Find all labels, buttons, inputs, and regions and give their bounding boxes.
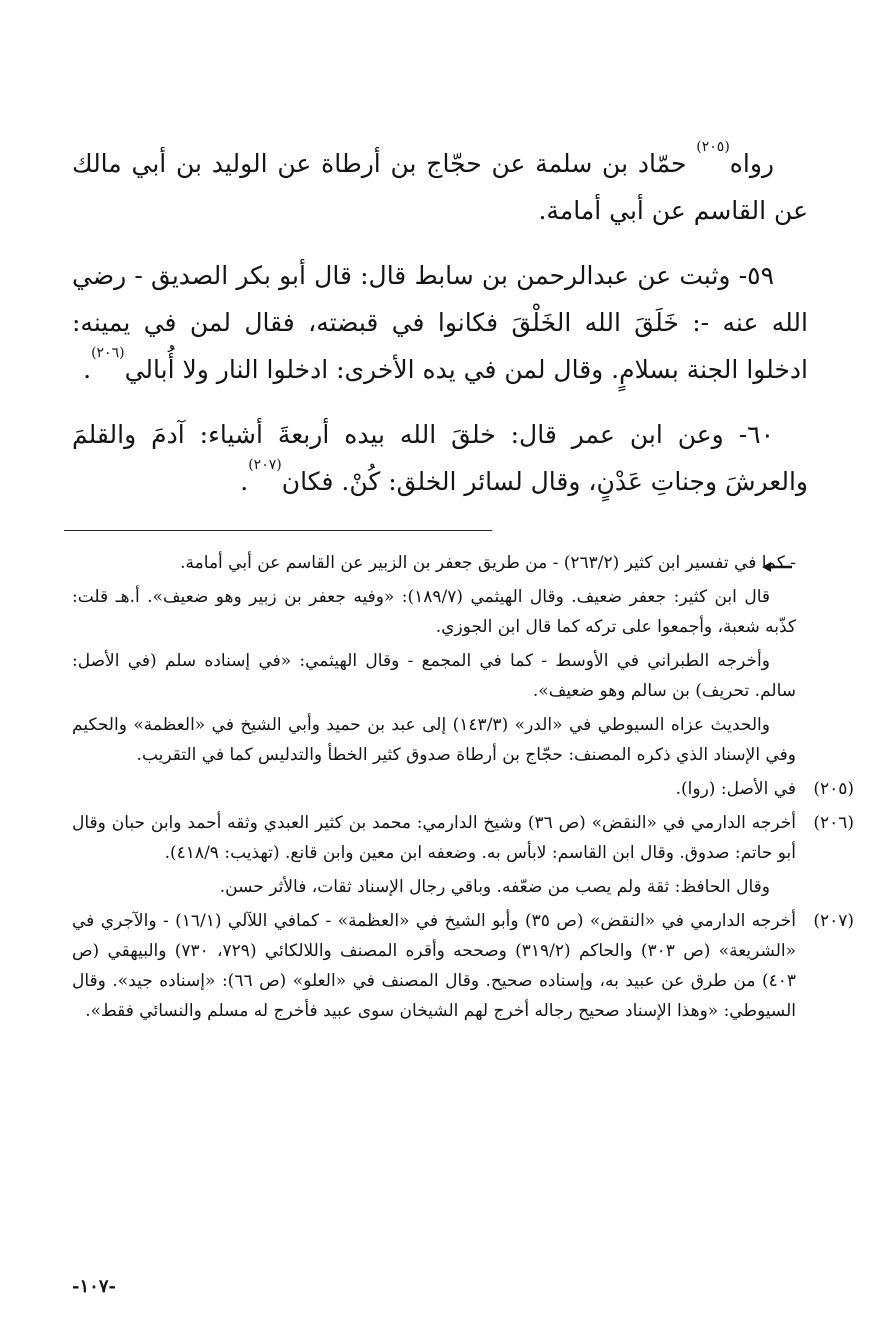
main-text xyxy=(72,140,808,523)
paragraph-60 xyxy=(72,411,808,505)
footnote-continuation: والحديث عزاه السيوطي في «الدر» (١٤٣/٣) إلى عبد بن حميد وأبي الشيخ في «العظمة» والحكيم وفي الإسناد الذي ذكره المصنف: حجّاج بن أرطاة صدوق كثير الخطأ والتدليس كما في التقريب. xyxy=(72,715,796,765)
paragraph-text: ٥٩- وثبت عن عبدالرحمن بن سابط قال: قال أبو بكر الصديق - رضي الله عنه -: خَلَقَ الله الخَلْقَ فكانوا في قبضته، فقال لمن في يمينه: ادخلوا الجنة بسلامٍ. وقال لمن في يده الأخرى: ادخلوا النار ولا أُبالي xyxy=(72,261,808,384)
footnote-subtext: وقال الحافظ: ثقة ولم يصب من ضعّفه. وباقي رجال الإسناد ثقات، فالأثر حسن. xyxy=(219,877,770,897)
footnote-206 xyxy=(72,808,854,902)
footnote-205 xyxy=(72,774,854,804)
footnote-ref-207: (٢٠٧) xyxy=(248,457,282,473)
footnote-text: في الأصل: (روا). xyxy=(675,779,796,799)
footnotes xyxy=(72,548,854,1030)
paragraph-text: حمّاد بن سلمة عن حجّاج بن أرطاة عن الوليد بن أبي مالك عن القاسم عن أبي أمامة. xyxy=(72,149,808,225)
footnote-207 xyxy=(72,906,854,1026)
footnote-continuation: قال ابن كثير: جعفر ضعيف. وقال الهيثمي (١٨٩/٧): «وفيه جعفر بن زبير وهو ضعيف». أ.هـ قلت: كذّبه شعبة، وأجمعوا على تركه كما قال ابن الجوزي. xyxy=(72,587,796,637)
footnote-continuation: وأخرجه الطبراني في الأوسط - كما في المجمع - وقال الهيثمي: «في إسناده سلم (في الأصل: سالم. تحريف) بن سالم وهو ضعيف». xyxy=(72,651,796,701)
footnote-text: أخرجه الدارمي في «النقض» (ص ٣٥) وأبو الشيخ في «العظمة» - كمافي اللآلي (١٦/١) - والآجري في «الشريعة» (ص ٣٠٣) والحاكم (٣١٩/٢) وصححه وأقره المصنف واللالكائي (٧٢٩، ٧٣٠) والبيهقي (ص ٤٠٣) من طرق عن عبيد به، وإسناده صحيح. وقال المصنف في «العلو» (ص ٦٦): «إسناده جيد». وقال السيوطي: «وهذا الإسناد صحيح رجاله أخرج لهم الشيخان سوى عبيد فأخرج له مسلم والنسائي فقط». xyxy=(72,911,796,1021)
paragraph-text: رواه xyxy=(729,149,774,178)
footnote-text: أخرجه الدارمي في «النقض» (ص ٣٦) وشيخ الدارمي: محمد بن كثير العبدي وثقه أحمد وابن حبان وقال أبو حاتم: صدوق. وقال ابن القاسم: لابأس به. وضعفه ابن معين وابن قانع. (تهذيب: ٤١٨/٩). xyxy=(72,813,796,863)
footnote-number: (٢٠٥) xyxy=(813,779,854,799)
footnote-ref-206: (٢٠٦) xyxy=(91,345,125,361)
paragraph-text: ٦٠- وعن ابن عمر قال: خلقَ الله بيده أربعةَ أشياء: آدمَ والقلمَ والعرشَ وجناتِ عَدْنٍ، وقال لسائر الخلق: كُنْ. فكان xyxy=(72,420,808,496)
paragraph-end: . xyxy=(240,467,249,496)
footnote-number: (٢٠٦) xyxy=(813,813,854,833)
paragraph-end: . xyxy=(83,355,92,384)
page-number: -١٠٧- xyxy=(72,1276,116,1297)
footnote-separator xyxy=(64,530,492,531)
paragraph-59 xyxy=(72,252,808,393)
footnote-continuation: - كما في تفسير ابن كثير (٢٦٣/٢) - من طريق جعفر بن الزبير عن القاسم عن أبي أمامة. xyxy=(180,553,796,573)
footnote-ref-205: (٢٠٥) xyxy=(696,139,730,155)
footnote-number: (٢٠٧) xyxy=(813,911,854,931)
paragraph-hadith-isnad xyxy=(72,140,808,234)
